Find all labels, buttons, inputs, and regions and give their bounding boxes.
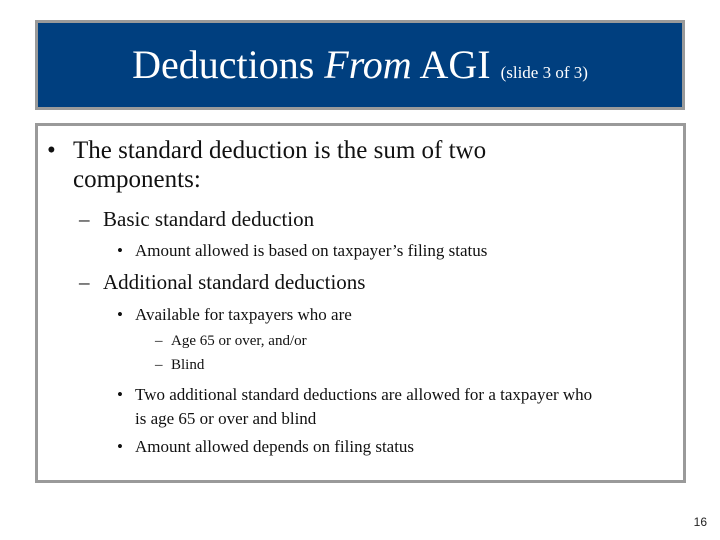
bullet-text-line2: components:	[73, 166, 201, 193]
bullet-text: Amount allowed is based on taxpayer’s filing status	[135, 241, 488, 260]
bullet-text: Additional standard deductions	[103, 270, 366, 294]
bullet-level3-amount-allowed	[38, 436, 658, 458]
bullet-level3-available	[38, 304, 658, 326]
bullet-text: Available for taxpayers who are	[135, 305, 352, 324]
bullet-text-line1: The standard deduction is the sum of two	[73, 137, 487, 164]
bullet-level4-blind	[38, 355, 658, 376]
bullet-level2-additional	[38, 270, 658, 295]
bullet-text-line2: is age 65 or over and blind	[135, 409, 317, 428]
slide-title	[132, 42, 588, 87]
bullet-text-line1: Two additional standard deductions are allowed for a taxpayer who	[135, 385, 593, 404]
bullet-text: Blind	[171, 357, 205, 373]
dash-marker: –	[155, 357, 163, 373]
bullet-text: Amount allowed depends on filing status	[135, 437, 415, 456]
slide-title-banner	[35, 20, 685, 110]
bullet-level3-two-deductions	[38, 384, 668, 430]
bullet-level4-age	[38, 331, 658, 352]
dash-marker: –	[79, 270, 90, 294]
bullet-marker: •	[47, 137, 56, 164]
bullet-level3-filing-status	[38, 240, 658, 262]
dash-marker: –	[79, 207, 90, 231]
title-main: Deductions	[132, 42, 315, 87]
bullet-text: Basic standard deduction	[103, 207, 315, 231]
bullet-level1-standard-deduction	[38, 136, 658, 196]
slide-content-panel	[35, 123, 686, 483]
bullet-marker: •	[117, 305, 123, 324]
title-slide-counter: (slide 3 of 3)	[500, 63, 588, 82]
bullet-marker: •	[117, 241, 123, 260]
bullet-marker: •	[117, 437, 123, 456]
title-end: AGI	[419, 42, 491, 87]
dash-marker: –	[155, 333, 163, 349]
bullet-marker: •	[117, 385, 123, 404]
bullet-level2-basic	[38, 207, 658, 232]
page-number: 16	[693, 515, 707, 529]
title-italic: From	[324, 42, 412, 87]
bullet-text: Age 65 or over, and/or	[171, 333, 307, 349]
